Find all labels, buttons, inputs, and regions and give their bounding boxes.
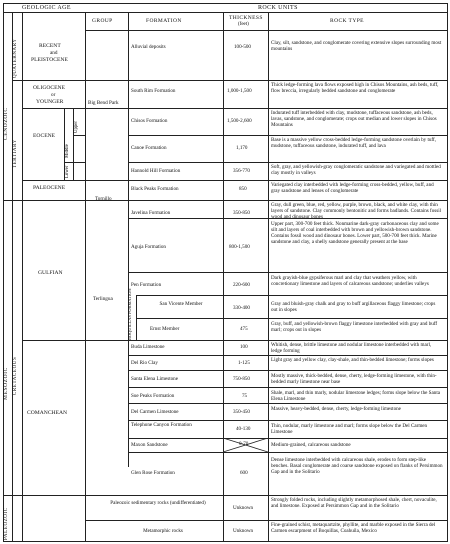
row-19-rock-type: Strongly folded rocks, including slightly metamorphosed shale, chert, novaculite, and limestone. Exposed at Persimmon Gap and in the Solitario xyxy=(271,497,437,510)
row-4-thickness: 356-770 xyxy=(233,168,250,174)
row-13-thickness: 750-850 xyxy=(233,376,250,382)
row-1-rock-type: Thick ledge-forming lava flows exposed high in Chisos Mountains, ash beds, tuff, flow breccia, irregularly bedded sandstone and conglomerate xyxy=(271,82,439,95)
group-tornillo: Tornillo xyxy=(95,196,112,202)
row-8-thickness: 220-600 xyxy=(233,282,250,288)
row-0-thickness: 100-500 xyxy=(234,44,251,50)
row-19-thickness: Unknown xyxy=(233,505,254,511)
group-terlingua: Terlingua xyxy=(93,296,113,302)
row-4-formation: Hannold Hill Formation xyxy=(131,168,181,174)
row-14-rock-type: Shale, marl, and thin marly, nodular limestone ledges; forms slope below the Santa Elena Limestone xyxy=(271,390,440,403)
epoch-and: and xyxy=(50,50,58,56)
row-5-rock-type: Variegated clay interbedded with ledge-forming cross-bedded, yellow, buff, and gray sandstone and lenses of conglomerate xyxy=(271,182,434,195)
eocene-middle: Middle xyxy=(65,144,70,158)
epoch-oligocene: OLIGOCENE xyxy=(33,85,66,91)
row-18-formation: Glen Rose Formation xyxy=(131,470,175,476)
row-18-rock-type: Dense limestone interbedded with calcareous shale, erodes to form step-like benches. Basal conglomerate and coarse sandstone exposed on flanks of Persimmon Gap and in the Solitario xyxy=(271,457,443,476)
era-mesozoic: MESOZOIC xyxy=(3,367,9,400)
group-big-bend-park: Big Bend Park xyxy=(88,100,119,106)
row-16-rock-type: Thin, nodular, marly limestone and marl; forms slope below the Del Carmen Limestone xyxy=(271,423,428,436)
row-12-rock-type: Light gray and yellow clay, clay-shale, and thin-bedded limestone; forms slopes xyxy=(271,357,434,363)
row-0-formation: Alluvial deposits xyxy=(131,44,166,50)
row-7-thickness: 800-1,500 xyxy=(229,244,250,250)
row-0-rock-type: Clay, silt, sandstone, and conglomerate covering extensive slopes surrounding most mountains xyxy=(271,40,442,53)
row-16-thickness: 40-130 xyxy=(236,426,251,432)
era-paleozoic: PALEOZOIC xyxy=(4,507,9,540)
row-4-rock-type: Soft, gray, and yellowish-gray conglomeratic sandstone and variegated and mottled clay mostly in valleys xyxy=(271,164,441,177)
row-11-rock-type: Whitish, dense, brittle limestone and nodular limestone interbedded with marl, ledge forming xyxy=(271,342,432,355)
period-cretaceous: CRETACEOUS xyxy=(13,356,18,395)
header-thickness-unit: (feet) xyxy=(238,22,249,27)
epoch-comanchean: COMANCHEAN xyxy=(27,410,68,416)
row-15-formation: Del Carmen Limestone xyxy=(131,409,179,415)
period-tertiary: TERTIARY xyxy=(13,139,18,168)
row-10-formation: Ernst Member xyxy=(150,326,180,332)
row-18-thickness: 600 xyxy=(240,470,248,476)
row-15-thickness: 350-450 xyxy=(233,409,250,415)
row-2-rock-type: Indurated tuff interbedded with clay, mudstone, tuffaceous sandstone, ash beds, lavas, sandstone, and conglomerate; crops out median and lower slopes in Chisos Mountains xyxy=(271,110,437,129)
header-thickness: THICKNESS xyxy=(229,15,263,21)
row-8-rock-type: Dark grayish-blue gypsiferous marl and clay that weathers yellow, with concretionary limestone and layers of calcareous sandstone; underlies valleys xyxy=(271,275,429,288)
row-20-thickness: Unknown xyxy=(233,528,254,534)
epoch-pleistocene: PLEISTOCENE xyxy=(31,57,68,63)
period-quaternary: QUATERNARY xyxy=(13,38,18,78)
row-7-formation: Aguja Formation xyxy=(131,244,166,250)
epoch-gulfian: GULFIAN xyxy=(38,270,63,276)
row-10-rock-type: Gray, buff, and yellowish-brown flaggy limestone interbedded with gray and buff marl; crops out in slopes xyxy=(271,321,438,334)
row-14-formation: Sue Peaks Formation xyxy=(131,393,175,399)
row-3-thickness: 1,170 xyxy=(236,145,248,151)
row-6-formation: Javelina Formation xyxy=(131,210,171,216)
row-12-thickness: 1-125 xyxy=(238,360,250,366)
header-geologic-age: GEOLOGIC AGE xyxy=(22,5,71,11)
row-16-formation: Telephone Canyon Formation xyxy=(131,422,192,428)
eocene-lower: Lower xyxy=(65,165,70,178)
row-19-formation: Paleozoic sedimentary rocks (undifferentiated) xyxy=(110,500,206,506)
group-boquillas: BOQUILLAS FORMATION xyxy=(127,288,132,340)
row-9-formation: San Vicente Member xyxy=(159,301,203,307)
row-9-rock-type: Gray and bluish-gray chalk and gray to buff argillaceous flaggy limestone; crops out in slopes xyxy=(271,301,436,314)
epoch-paleocene: PALEOCENE xyxy=(33,185,66,191)
row-20-rock-type: Fine-grained schist, metaquartzite, phyllite, and marble exposed in the Sierra del Carmen escarpment of Boquillas, Coahuila, Mexico xyxy=(271,522,436,535)
header-group: GROUP xyxy=(92,18,113,24)
row-5-thickness: 850 xyxy=(239,186,247,192)
row-2-thickness: 1,500-2,600 xyxy=(227,118,252,124)
row-20-formation: Metamorphic rocks xyxy=(143,528,183,534)
row-1-thickness: 1,000-1,500 xyxy=(227,88,252,94)
row-17-rock-type: Medium-grained, calcareous sandstone xyxy=(271,442,351,448)
row-11-thickness: 100 xyxy=(240,344,248,350)
row-13-formation: Santa Elena Limestone xyxy=(131,376,178,382)
row-13-rock-type: Mostly massive, thick-bedded, dense, cherty, ledge-forming limestone, with thin-bedded marly limestone near base xyxy=(271,373,437,386)
epoch-recent: RECENT xyxy=(39,43,61,49)
row-1-formation: South Rim Formation xyxy=(131,88,176,94)
row-14-thickness: 75 xyxy=(242,393,248,399)
row-9-thickness: 330-400 xyxy=(233,305,250,311)
row-6-thickness: 350-850 xyxy=(233,210,250,216)
row-8-formation: Pen Formation xyxy=(131,282,162,288)
header-formation: FORMATION xyxy=(146,18,182,24)
row-17-formation: Maxon Sandstone xyxy=(131,442,168,448)
row-15-rock-type: Massive, heavy-bedded, dense, cherty, ledge-forming limestone xyxy=(271,406,401,412)
eocene-upper: Upper xyxy=(74,121,79,133)
epoch-eocene: EOCENE xyxy=(33,133,56,139)
header-rock-type: ROCK TYPE xyxy=(330,18,364,24)
row-3-rock-type: Base is a massive yellow cross-bedded ledge-forming sandstone overlain by tuff, mudstone, tuffaceous sandstone, indurated tuff, and lava xyxy=(271,137,436,150)
epoch-or: or xyxy=(51,92,56,98)
row-11-formation: Buda Limestone xyxy=(131,344,165,350)
row-3-formation: Canoe Formation xyxy=(131,145,167,151)
row-2-formation: Chisos Formation xyxy=(131,118,168,124)
row-12-formation: Del Rio Clay xyxy=(131,360,158,366)
era-cenozoic: CENOZOIC xyxy=(3,107,9,140)
row-5-formation: Black Peaks Formation xyxy=(131,186,179,192)
row-7-rock-type: Upper part, 300-700 feet thick. Nonmarine dark-gray carbonaceous clay and some silt and layers of coal interbedded with brown and yellowish-brown sandstone. Contains fossil wood and dinosaur bones. Lower part, 500-700 feet thick. Marine sandstone and clay, a shelly sandstone generally present at the base xyxy=(271,221,439,246)
epoch-younger: YOUNGER xyxy=(36,99,64,105)
row-6-rock-type: Gray, dull green, blue, red, yellow, purple, brown, black, and white clay, with thin layers of sandstone. Clay commonly bentonitic and forms badlands. Contains fossil wood and dinosaur bones xyxy=(271,202,442,221)
header-rock-units: ROCK UNITS xyxy=(258,5,298,11)
row-17-thickness: 0-70 xyxy=(239,441,249,447)
row-10-thickness: 475 xyxy=(240,326,248,332)
